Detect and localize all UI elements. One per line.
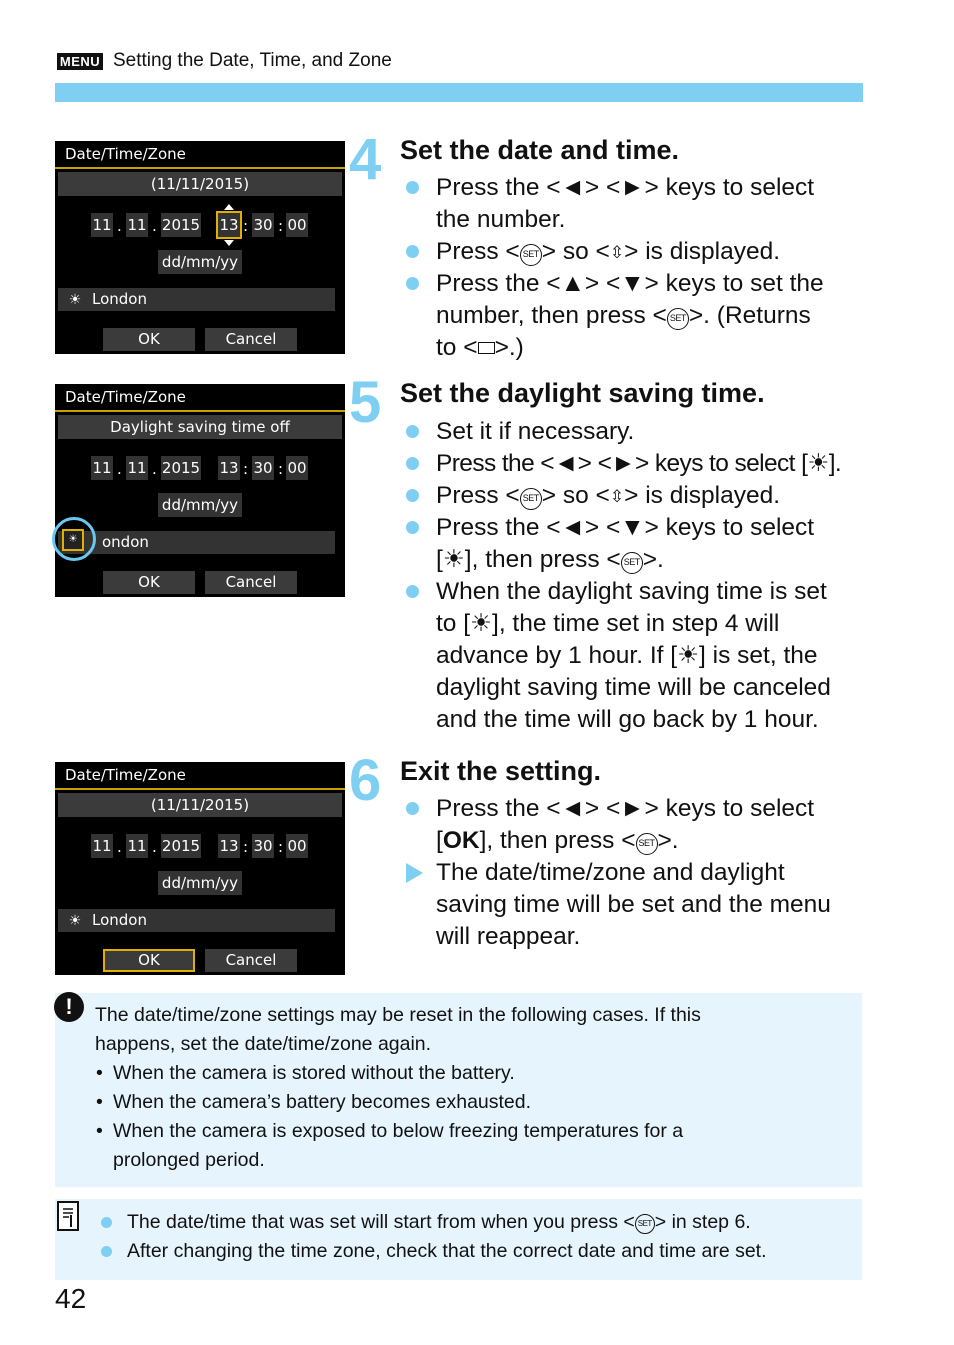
left-key-icon: ◄: [554, 450, 578, 477]
set-button-icon: SET: [667, 308, 689, 330]
instruction-line: When the daylight saving time is set: [436, 578, 827, 605]
instruction-line: and the time will go back by 1 hour.: [436, 706, 819, 733]
second-cell: 00: [286, 213, 308, 237]
left-key-icon: ◄: [560, 174, 585, 201]
instruction-line: Set it if necessary.: [436, 418, 635, 445]
step-number: 6: [349, 748, 382, 813]
bullet: [406, 489, 419, 502]
instruction-line: Press the <◄> <►> keys to select: [436, 174, 815, 201]
box-icon: [478, 342, 495, 354]
separator: :: [243, 838, 249, 856]
day-cell: 11: [91, 213, 113, 237]
second-cell: 00: [286, 834, 308, 858]
instruction-line: Press the <◄> <▼> keys to select: [436, 514, 815, 541]
daylight-saving-off-icon: ☀: [807, 450, 829, 477]
separator: .: [117, 217, 122, 235]
caution-text: happens, set the date/time/zone again.: [95, 1033, 432, 1055]
instruction-line: will reappear.: [436, 923, 581, 950]
separator: .: [152, 838, 157, 856]
bullet: [406, 802, 419, 815]
page-number: 42: [55, 1283, 87, 1314]
down-arrow-icon: [224, 240, 234, 246]
ok-button: OK: [103, 328, 195, 351]
page-header-title: Setting the Date, Time, and Zone: [113, 50, 392, 71]
set-button-icon: SET: [635, 1214, 655, 1234]
right-key-icon: ►: [611, 450, 635, 477]
caution-item: When the camera is stored without the battery.: [113, 1062, 515, 1084]
second-cell: 00: [286, 456, 308, 480]
caution-text: The date/time/zone settings may be reset in the following cases. If this: [95, 1004, 701, 1026]
instruction-line: The date/time/zone and daylight: [436, 859, 785, 886]
instruction-line: advance by 1 hour. If [☀] is set, the: [436, 642, 818, 669]
year-cell: 2015: [161, 456, 201, 480]
left-key-icon: ◄: [560, 514, 585, 541]
zone-row: [58, 531, 335, 554]
hour-cell: 13: [218, 456, 240, 480]
step-title: Set the date and time.: [400, 135, 680, 165]
ok-button-selected: OK: [103, 949, 195, 972]
instruction-line: to [☀], the time set in step 4 will: [436, 610, 780, 637]
set-button-icon: SET: [520, 488, 542, 510]
up-down-icon: ⇳: [609, 243, 625, 262]
instruction-line: Press < SET > so <⇳> is displayed.: [436, 482, 781, 509]
caution-bullet: •: [96, 1062, 103, 1084]
month-cell: 11: [126, 456, 148, 480]
zone-name: ondon: [102, 533, 149, 551]
day-cell: 11: [91, 834, 113, 858]
note-text: The date/time that was set will start from when you press < SET > in step 6.: [127, 1211, 751, 1233]
instruction-line: saving time will be set and the menu: [436, 891, 831, 918]
zone-row: [58, 909, 335, 932]
instruction-line: number, then press < SET >. (Returns: [436, 302, 811, 329]
result-arrow-icon: [406, 863, 423, 883]
month-cell: 11: [126, 213, 148, 237]
date-format: dd/mm/yy: [158, 250, 242, 274]
instruction-line: Press < SET > so <⇳> is displayed.: [436, 238, 781, 265]
screen-daylight-band: Daylight saving time off: [58, 415, 342, 439]
bullet: [406, 245, 419, 258]
sun-icon: ☀: [442, 546, 465, 573]
screen-title: Date/Time/Zone: [55, 762, 345, 790]
hour-cell: 13: [218, 834, 240, 858]
set-button-icon: SET: [636, 833, 658, 855]
separator: :: [243, 217, 249, 235]
up-key-icon: ▲: [560, 270, 585, 297]
bullet: [406, 425, 419, 438]
bullet: [101, 1246, 112, 1257]
separator: :: [278, 460, 284, 478]
bullet: [406, 181, 419, 194]
daylight-saving-icon: ☀: [68, 913, 82, 929]
step-title: Exit the setting.: [400, 756, 602, 786]
zone-name: London: [92, 911, 147, 929]
separator: .: [152, 460, 157, 478]
up-down-icon: ⇳: [609, 487, 625, 506]
instruction-line: [☀], then press < SET >.: [436, 546, 664, 573]
caution-bullet: •: [96, 1120, 103, 1142]
cancel-button: Cancel: [205, 328, 297, 351]
step-number: 5: [349, 370, 382, 435]
separator: .: [152, 217, 157, 235]
month-cell: 11: [126, 834, 148, 858]
instruction-line: [OK], then press < SET >.: [436, 827, 679, 854]
year-cell: 2015: [161, 213, 201, 237]
sun-icon: ☀: [470, 610, 493, 637]
separator: .: [117, 838, 122, 856]
right-key-icon: ►: [620, 174, 645, 201]
minute-cell: 30: [252, 834, 274, 858]
date-format: dd/mm/yy: [158, 493, 242, 517]
day-cell: 11: [91, 456, 113, 480]
caution-item: When the camera’s battery becomes exhausted.: [113, 1091, 532, 1113]
minute-cell: 30: [252, 213, 274, 237]
instruction-line: Press the <◄> <►> keys to select: [436, 795, 815, 822]
camera-screen-daylight: [55, 384, 345, 597]
caution-icon: !: [54, 992, 84, 1022]
instruction-line: daylight saving time will be canceled: [436, 674, 831, 701]
down-key-icon: ▼: [620, 270, 645, 297]
bullet: [406, 521, 419, 534]
camera-screen-exit: [55, 762, 345, 975]
separator: :: [278, 217, 284, 235]
memo-icon: [57, 1201, 79, 1231]
step-title: Set the daylight saving time.: [400, 378, 765, 408]
date-format: dd/mm/yy: [158, 871, 242, 895]
instruction-line: Press the <◄> <►> keys to select [☀].: [436, 450, 842, 477]
separator: .: [117, 460, 122, 478]
left-key-icon: ◄: [560, 795, 585, 822]
screen-title: Date/Time/Zone: [55, 141, 345, 169]
step-number: 4: [349, 127, 382, 192]
bullet: [101, 1217, 112, 1228]
minute-cell: 30: [252, 456, 274, 480]
screen-date-band: (11/11/2015): [58, 793, 342, 817]
screen-title: Date/Time/Zone: [55, 384, 345, 412]
caution-item: When the camera is exposed to below freezing temperatures for a: [113, 1120, 684, 1142]
cancel-button: Cancel: [205, 949, 297, 972]
daylight-saving-icon: ☀: [68, 292, 82, 308]
daylight-saving-off-icon: ☀: [677, 642, 700, 669]
bullet: [406, 277, 419, 290]
menu-badge: MENU: [57, 53, 103, 70]
note-text: After changing the time zone, check that the correct date and time are set.: [127, 1240, 767, 1262]
right-key-icon: ►: [620, 795, 645, 822]
daylight-saving-off-icon: ☀: [62, 529, 84, 551]
year-cell: 2015: [161, 834, 201, 858]
instruction-line: to < >.): [436, 334, 524, 361]
bullet: [406, 457, 419, 470]
up-arrow-icon: [224, 204, 234, 210]
cancel-button: Cancel: [205, 571, 297, 594]
camera-screen-date-time: [55, 141, 345, 354]
down-key-icon: ▼: [620, 514, 645, 541]
caution-bullet: •: [96, 1091, 103, 1113]
zone-row: [58, 288, 335, 311]
hour-cell-selected: 13: [218, 213, 240, 237]
separator: :: [243, 460, 249, 478]
caution-item: prolonged period.: [113, 1149, 265, 1171]
bullet: [406, 585, 419, 598]
set-button-icon: SET: [520, 244, 542, 266]
zone-name: London: [92, 290, 147, 308]
instruction-line: Press the <▲> <▼> keys to set the: [436, 270, 824, 297]
instruction-line: the number.: [436, 206, 566, 233]
screen-date-band: (11/11/2015): [58, 172, 342, 196]
header-bar: [55, 83, 863, 102]
set-button-icon: SET: [621, 552, 643, 574]
separator: :: [278, 838, 284, 856]
ok-button: OK: [103, 571, 195, 594]
